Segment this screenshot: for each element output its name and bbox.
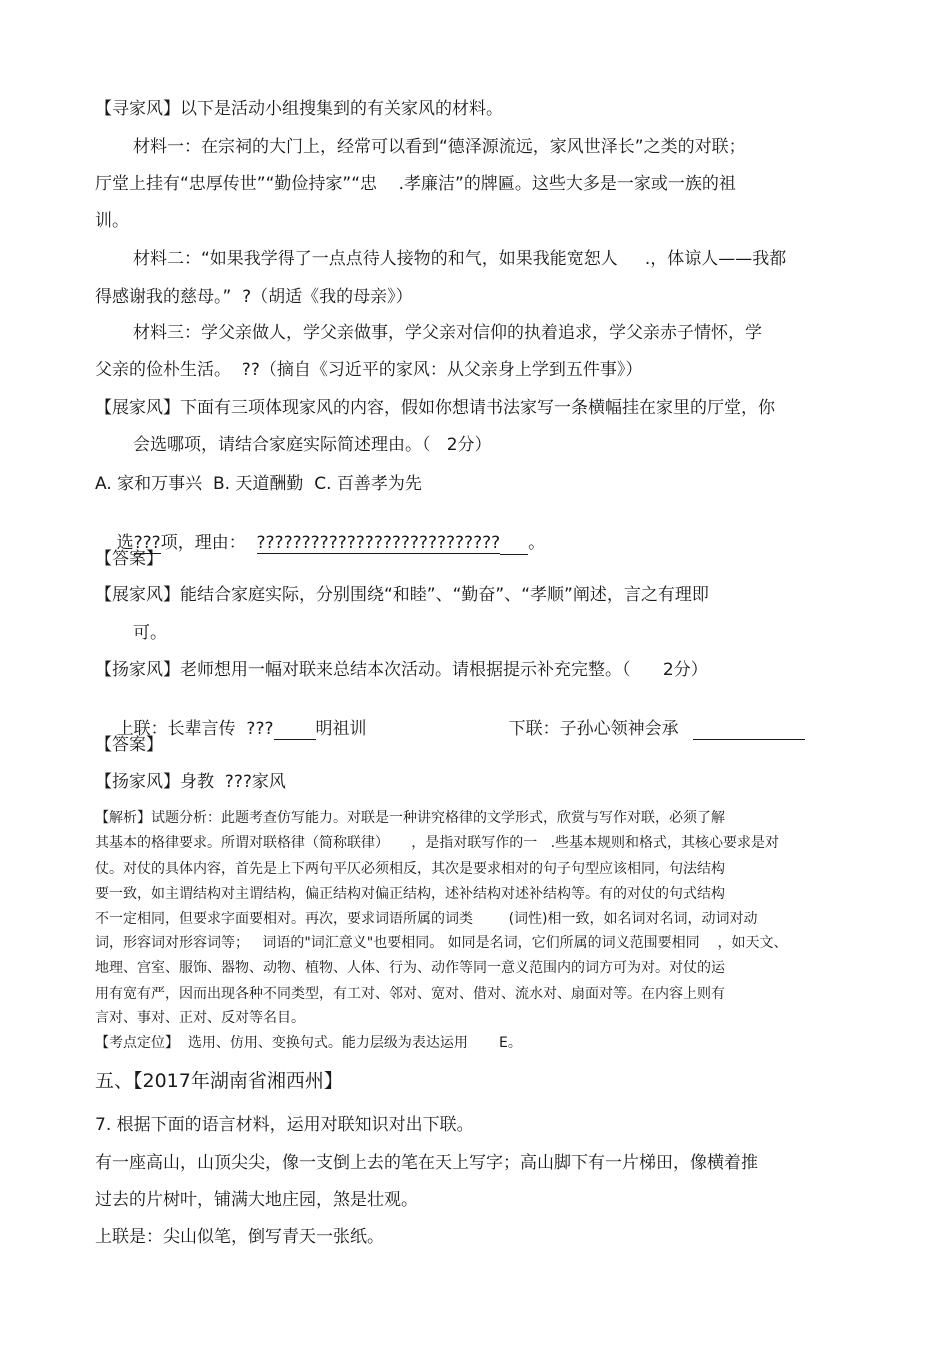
analysis-6: 词，形容词对形容词等； 词语的"词汇意义"也要相同。 如同是名词，它们所属的词义范围要相同 ，如天文、 — [95, 935, 788, 951]
question-zhan: 【展家风】下面有三项体现家风的内容，假如你想请书法家写一条横幅挂在家里的厅堂，你 — [95, 398, 775, 418]
answer-yang: 【扬家风】身教 ???家风 — [95, 772, 286, 792]
material-one-end: 训。 — [95, 211, 129, 231]
analysis-2: 其基本的格律要求。所谓对联格律（简称联律） ，是指对联写作的一 .些基本规则和格式，其核心要求是对 — [95, 835, 780, 851]
material-one: 材料一：在宗祠的大门上，经常可以看到“德泽源流远，家风世泽长”之类的对联； — [133, 137, 746, 157]
analysis-4: 要一致，如主谓结构对主谓结构，偏正结构对偏正结构，述补结构对述补结构等。有的对仗的句式结构 — [95, 886, 725, 902]
analysis-5: 不一定相同，但要求字面要相对。再次，要求词语所属的词类 (词性)相一致，如名词对名词，动词对动 — [95, 911, 758, 927]
choice-blank: ??? — [133, 533, 161, 553]
upper-blank — [274, 721, 316, 740]
question-seven: 7. 根据下面的语言材料，运用对联知识对出下联。 — [95, 1115, 474, 1135]
question-yang: 【扬家风】老师想用一幅对联来总结本次活动。请根据提示补充完整。（ 2分） — [95, 660, 708, 680]
material-two-cont: 得感谢我的慈母。” ?（胡适《我的母亲》） — [95, 287, 413, 307]
lower-couplet-wrap — [487, 696, 805, 762]
lower-couplet: 下联：子孙心领神会承 — [508, 719, 679, 739]
answer-label-2: 【答案】 — [95, 735, 163, 755]
answer-label-1: 【答案】 — [95, 549, 163, 569]
lower-blank — [693, 721, 805, 740]
answer-zhan-cont: 可。 — [133, 623, 167, 643]
analysis-9: 言对、事对、正对、反对等名目。 — [95, 1010, 305, 1026]
analysis-8: 用有宽有严，因而出现各种不同类型，有工对、邻对、宽对、借对、流水对、扇面对等。在内容上则有 — [95, 986, 725, 1002]
answer-zhan: 【展家风】能结合家庭实际，分别围绕“和睦”、“勤奋”、“孝顺”阐述，言之有理即 — [95, 585, 709, 605]
material-mountain: 有一座高山，山顶尖尖，像一支倒上去的笔在天上写字；高山脚下有一片梯田，像横着推 — [95, 1153, 758, 1173]
material-two: 材料二：“如果我学得了一点点待人接物的和气，如果我能宽恕人 .，体谅人——我都 — [133, 249, 787, 269]
material-one-cont: 厅堂上挂有“忠厚传世”“勤俭持家”“忠 .孝廉洁”的牌匾。这些大多是一家或一族的祖 — [95, 174, 736, 194]
question-zhan-cont: 会选哪项，请结合家庭实际简述理由。（ 2分） — [133, 435, 492, 455]
reason-blank: ??????????????????????????? — [256, 533, 501, 553]
reason-blank-tail — [500, 536, 528, 555]
given-upper-couplet: 上联是：尖山似笔，倒写青天一张纸。 — [95, 1227, 384, 1247]
analysis-1: 【解析】试题分析：此题考查仿写能力。对联是一种讲究格律的文学形式，欣赏与写作对联，必须了解 — [95, 810, 725, 826]
section-heading-xun: 【寻家风】以下是活动小组搜集到的有关家风的材料。 — [95, 99, 503, 119]
choice-reason-label: 项，理由： — [160, 533, 257, 553]
choice-end: 。 — [528, 533, 546, 553]
choice-prefix: 选 — [116, 533, 134, 553]
upper-couplet-end: 明祖训 — [315, 719, 367, 739]
options-abc: A. 家和万事兴 B. 天道酬勤 C. 百善孝为先 — [95, 474, 422, 494]
section-five-heading: 五、【2017年湖南省湘西州】 — [95, 1070, 343, 1092]
material-three: 材料三：学父亲做人，学父亲做事，学父亲对信仰的执着追求，学父亲赤子情怀，学 — [133, 323, 762, 343]
analysis-3: 仗。对仗的具体内容，首先是上下两句平仄必须相反，其次是要求相对的句子句型应该相同，句法结构 — [95, 861, 725, 877]
material-mountain-cont: 过去的片树叶，铺满大地庄园，煞是壮观。 — [95, 1190, 418, 1210]
upper-couplet: 上联：长辈言传 ??? — [116, 719, 274, 739]
analysis-7: 地理、宫室、服饰、器物、动物、植物、人体、行为、动作等同一意义范围内的词方可为对。对仗的运 — [95, 960, 725, 976]
material-three-cont: 父亲的俭朴生活。 ??（摘自《习近平的家风：从父亲身上学到五件事》） — [95, 360, 643, 380]
exam-point: 【考点定位】 选用、仿用、变换句式。能力层级为表达运用 E。 — [95, 1035, 522, 1051]
